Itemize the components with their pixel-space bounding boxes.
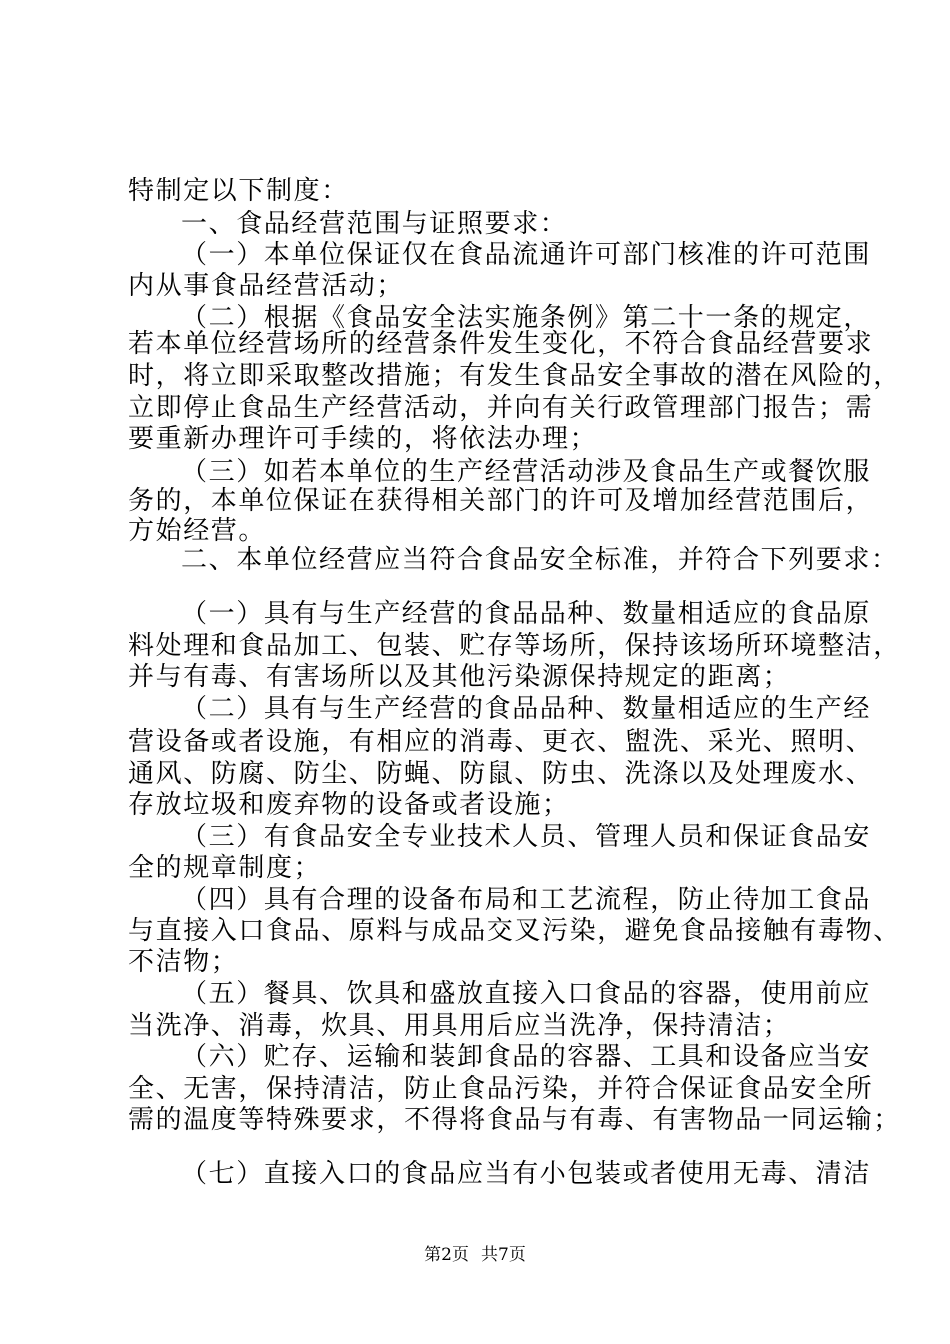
text-line: （六）贮存、运输和装卸食品的容器、工具和设备应当安 [181, 1042, 872, 1072]
text-line: 需的温度等特殊要求，不得将食品与有毒、有害物品一同运输； [128, 1105, 901, 1135]
text-line: 当洗净、消毒，炊具、用具用后应当洗净，保持清洁； [128, 1011, 791, 1041]
page-footer [0, 1244, 950, 1266]
text-line: 特制定以下制度： [128, 176, 349, 206]
text-line: 务的，本单位保证在获得相关部门的许可及增加经营范围后， [128, 486, 874, 516]
text-line: （三）有食品安全专业技术人员、管理人员和保证食品安 [181, 822, 872, 852]
text-line: 营设备或者设施，有相应的消毒、更衣、盥洗、采光、照明、 [128, 727, 874, 757]
text-line: 若本单位经营场所的经营条件发生变化，不符合食品经营要求 [128, 329, 874, 359]
page-total: 共7页 [481, 1245, 526, 1265]
text-line: 存放垃圾和废弃物的设备或者设施； [128, 790, 570, 820]
text-line: 时，将立即采取整改措施；有发生食品安全事故的潜在风险的， [128, 361, 901, 391]
text-line: 料处理和食品加工、包装、贮存等场所，保持该场所环境整洁， [128, 631, 901, 661]
text-line: （三）如若本单位的生产经营活动涉及食品生产或餐饮服 [181, 457, 872, 487]
text-line: （四）具有合理的设备布局和工艺流程，防止待加工食品 [181, 885, 872, 915]
text-line: 方始经营。 [128, 516, 267, 546]
text-line: （一）具有与生产经营的食品品种、数量相适应的食品原 [181, 599, 872, 629]
text-line: （七）直接入口的食品应当有小包装或者使用无毒、清洁 [181, 1159, 872, 1189]
text-line: 全的规章制度； [128, 853, 322, 883]
text-line: 内从事食品经营活动； [128, 271, 405, 301]
text-line: 立即停止食品生产经营活动，并向有关行政管理部门报告；需 [128, 393, 874, 423]
text-line: （五）餐具、饮具和盛放直接入口食品的容器，使用前应 [181, 979, 872, 1009]
text-line: （一）本单位保证仅在食品流通许可部门核准的许可范围 [181, 240, 872, 270]
text-line: 并与有毒、有害场所以及其他污染源保持规定的距离； [128, 662, 791, 692]
section-heading: 一、食品经营范围与证照要求： [181, 209, 568, 239]
page-number: 第2页 [424, 1245, 469, 1265]
section-heading: 二、本单位经营应当符合食品安全标准，并符合下列要求： [181, 545, 899, 575]
text-line: 要重新办理许可手续的，将依法办理； [128, 424, 598, 454]
text-line: 通风、防腐、防尘、防蝇、防鼠、防虫、洗涤以及处理废水、 [128, 759, 874, 789]
text-line: （二）具有与生产经营的食品品种、数量相适应的生产经 [181, 694, 872, 724]
text-line: （二）根据《食品安全法实施条例》第二十一条的规定， [181, 303, 872, 333]
text-line: 不洁物； [128, 947, 239, 977]
text-line: 与直接入口食品、原料与成品交叉污染，避免食品接触有毒物、 [128, 916, 901, 946]
text-line: 全、无害，保持清洁，防止食品污染，并符合保证食品安全所 [128, 1074, 874, 1104]
